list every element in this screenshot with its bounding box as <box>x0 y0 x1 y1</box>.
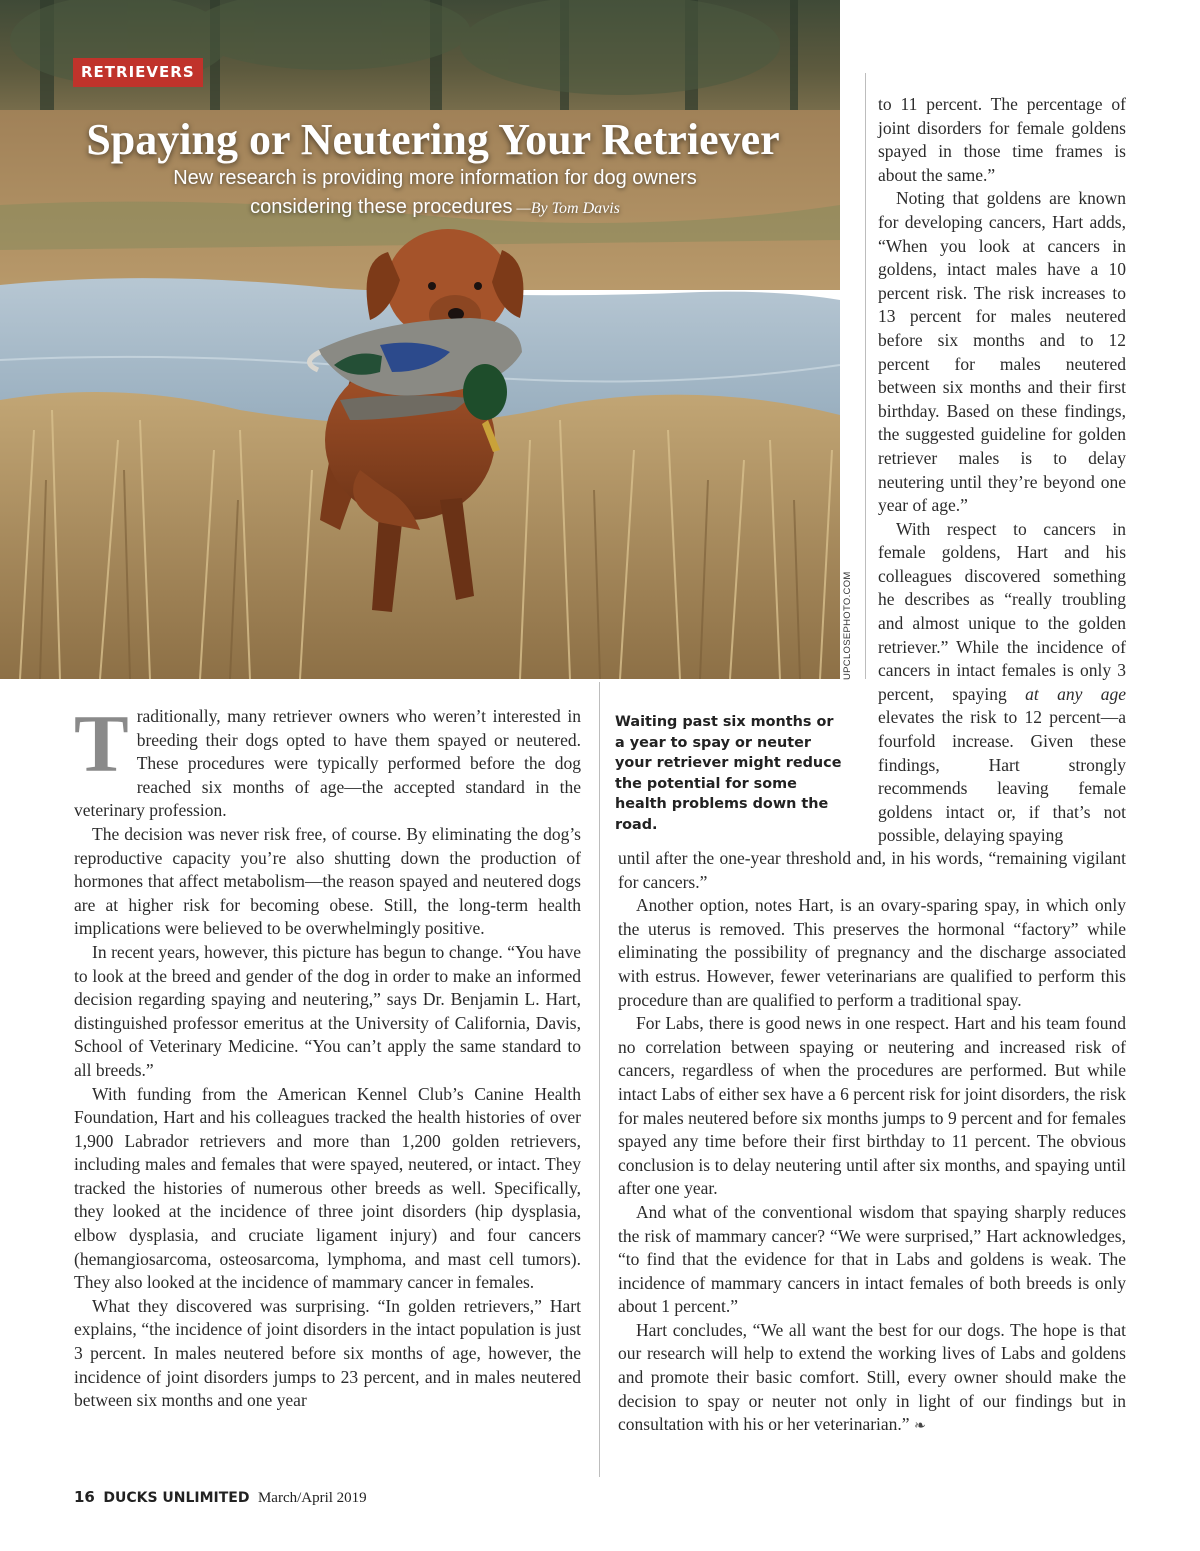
drop-cap: T <box>74 698 129 789</box>
paragraph-text: Hart concludes, “We all want the best for our dogs. The hope is that our research will help to extend the working lives of Labs and goldens and promote their basic comfort. Still, every owner should make the decision to spay or neuter not only in light of our findings but in consultation with his or her veterinarian.” <box>618 1319 1126 1435</box>
pull-quote: Waiting past six months or a year to spay or neuter your retriever might reduce the potential for some health problems down the road. <box>615 714 842 833</box>
emphasis-text: at any age <box>1025 683 1126 704</box>
paragraph: What they discovered was surprising. “In golden retrievers,” Hart explains, “the incidence of joint disorders in the intact population is just 3 percent. In males neutered before six months of age, however, the incidence of joint disorders jumps to 23 percent, and in males neutered between six months and one year <box>74 1295 581 1411</box>
article-deck <box>40 164 830 223</box>
paragraph: In recent years, however, this picture has begun to change. “You have to look at the breed and gender of the dog in order to make an informed decision regarding spaying and neutering,” says Dr. Benjamin L. Hart, distinguished professor emeritus at the University of California, Davis, School of Veterinary Medicine. “You can’t apply the same standard to all breeds.” <box>74 941 581 1080</box>
paragraph: until after the one-year threshold and, in his words, “remaining vigilant for cancers.” <box>618 848 1126 892</box>
byline: —By Tom Davis <box>512 200 620 217</box>
paragraph <box>878 518 1126 848</box>
paragraph-text: With respect to cancers in female goldens, Hart and his colleagues discovered something he describes as “really troubling and almost unique to the golden retriever.” While the incidence of cancers in intact females is only 3 percent, spaying <box>878 518 1126 704</box>
article-title: Spaying or Neutering Your Retriever <box>86 115 780 164</box>
article-column-lower-right <box>618 847 1126 1439</box>
hero-photo <box>0 0 840 679</box>
article-column-left <box>74 698 581 1413</box>
deck-line-2: considering these procedures <box>250 196 513 218</box>
paragraph: Another option, notes Hart, is an ovary-sparing spay, in which only the uterus is removed. This preserves the hormonal “factory” while eliminating the possibility of pregnancy and the discharge associated with estrus. However, fewer veterinarians are qualified to perform this procedure than are qualified to perform a traditional spay. <box>618 895 1126 1010</box>
paragraph <box>618 1319 1126 1439</box>
paragraph: And what of the conventional wisdom that spaying sharply reduces the risk of mammary cancer? “We were surprised,” Hart acknowledges, “to find that the evidence for that in Labs and goldens is weak. The incidence of mammary cancers in intact females of both breeds is only about 1 percent.” <box>618 1201 1126 1317</box>
issue-date: March/April 2019 <box>257 1490 367 1506</box>
paragraph <box>74 698 581 823</box>
magazine-name: DUCKS UNLIMITED <box>103 1490 250 1506</box>
photo-credit <box>842 572 860 680</box>
deck-line-1: New research is providing more information for dog owners <box>173 167 697 189</box>
page-number: 16 <box>74 1488 95 1506</box>
column-divider-middle <box>599 682 600 1477</box>
duck-endmark-icon: ❧ <box>913 1418 926 1435</box>
column-divider-top <box>865 73 866 679</box>
paragraph: For Labs, there is good news in one respect. Hart and his team found no correlation between spaying or neutering and increased risk of cancers, regardless of when the procedures are performed. But while intact Labs of either sex have a 6 percent risk for joint disorders, the risk for males neutered before six months jumps to 9 percent and for females spayed any time before their first birthday to 11 percent. The obvious conclusion is to delay neutering until after six months, and spaying until after one year. <box>618 1013 1126 1199</box>
section-tag: RETRIEVERS <box>73 58 203 87</box>
paragraph-text: elevates the risk to 12 percent—a fourfold increase. Given these findings, Hart strongly recommends leaving female goldens intact or, if that’s not possible, delaying spaying <box>878 707 1126 846</box>
photo-credit-text: UPCLOSEPHOTO.COM <box>842 571 853 680</box>
paragraph: With funding from the American Kennel Club’s Canine Health Foundation, Hart and his colleagues tracked the health histories of over 1,900 Labrador retrievers and more than 1,200 golden retrievers, including males and females that were spayed, neutered, or intact. They tracked the histories of numerous other breeds as well. Specifically, they looked at the incidence of three joint disorders (hip dysplasia, elbow dysplasia, and cruciate ligament injury) and four cancers (hemangiosarcoma, osteosarcoma, lymphoma, and mast cell tumors). They also looked at the incidence of mammary cancer in females. <box>74 1083 581 1293</box>
page-footer <box>74 1488 367 1507</box>
paragraph: The decision was never risk free, of course. By eliminating the dog’s reproductive capacity you’re also shutting down the production of hormones that affect metabolism—the reason spayed and neutered dogs are at higher risk for becoming obese. Still, the long-term health implications were believed to be overwhelmingly positive. <box>74 823 581 939</box>
article-column-right <box>878 93 1126 848</box>
paragraph: to 11 percent. The percentage of joint disorders for female goldens spayed in those time frames is about the same.” <box>878 94 1126 185</box>
marsh-retriever-illustration <box>0 0 840 679</box>
paragraph: Noting that goldens are known for developing cancers, Hart adds, “When you look at cancers in goldens, intact males have a 10 percent risk. The risk increases to 13 percent for males neutered before six months and to 12 percent for males neutered between six months and their first birthday. Based on these findings, the suggested guideline for golden retriever males is to delay neutering until they’re beyond one year of age.” <box>878 188 1126 516</box>
paragraph-text: raditionally, many retriever owners who weren’t interested in breeding their dogs opted to have them spayed or neutered. These procedures were typically performed before the dog reached six months of age—the accepted standard in the veterinary profession. <box>74 706 581 821</box>
